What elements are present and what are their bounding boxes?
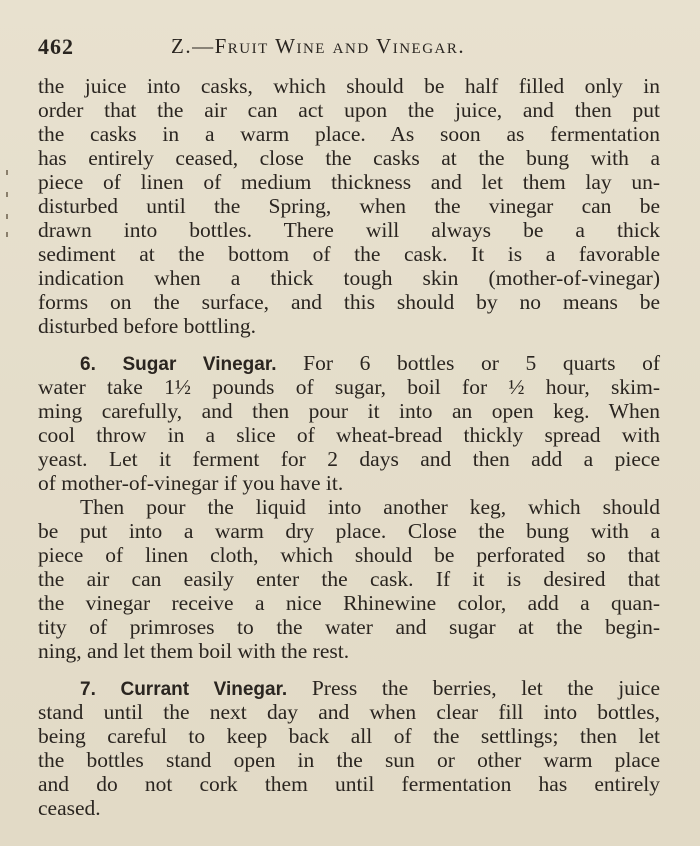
text-line: the juice into casks, which should be half filled only in (38, 74, 660, 98)
recipe-number: 7. (80, 679, 96, 700)
recipe-heading: Sugar Vinegar. (122, 354, 277, 375)
text-line: disturbed before bottling. (38, 314, 256, 338)
recipe-currant-vinegar (38, 676, 660, 820)
paragraph-sugar-vinegar-cont (38, 495, 660, 663)
recipe-first-line (38, 351, 660, 375)
text-line: tity of primroses to the water and sugar at the begin- (38, 615, 660, 639)
text-line: indication when a thick tough skin (mother-of-vinegar) (38, 266, 660, 290)
text-line: the vinegar receive a nice Rhinewine color, add a quan- (38, 591, 660, 615)
running-title: Z.—Fruit Wine and Vinegar. (171, 34, 466, 58)
text-line: has entirely ceased, close the casks at the bung with a (38, 146, 660, 170)
margin-specks (4, 170, 10, 240)
text-line: the bottles stand open in the sun or other warm place (38, 748, 660, 772)
text-fragment: For 6 bottles or 5 quarts of (303, 351, 661, 375)
text-line: yeast. Let it ferment for 2 days and then add a piece (38, 447, 660, 471)
text-line: the air can easily enter the cask. If it is desired that (38, 567, 660, 591)
paragraph-intro (38, 74, 660, 338)
page-number: 462 (38, 34, 74, 59)
text-line: stand until the next day and when clear fill into bottles, (38, 700, 660, 724)
recipe-heading: Currant Vinegar. (120, 679, 288, 700)
text-line: Then pour the liquid into another keg, which should (80, 495, 660, 519)
text-line: of mother-of-vinegar if you have it. (38, 471, 344, 495)
text-line: piece of linen of medium thickness and let them lay un- (38, 170, 660, 194)
text-fragment: Press the berries, let the juice (311, 676, 660, 700)
recipe-number: 6. (80, 354, 96, 375)
text-line: ning, and let them boil with the rest. (38, 639, 350, 663)
body-text (38, 74, 660, 820)
text-line: order that the air can act upon the juice, and then put (38, 98, 660, 122)
recipe-sugar-vinegar (38, 351, 660, 495)
text-line: and do not cork them until fermentation has entirely (38, 772, 660, 796)
text-line: piece of linen cloth, which should be perforated so that (38, 543, 660, 567)
text-line: ming carefully, and then pour it into an open keg. When (38, 399, 660, 423)
text-line: sediment at the bottom of the cask. It is a favorable (38, 242, 660, 266)
text-line: cool throw in a slice of wheat-bread thickly spread with (38, 423, 660, 447)
text-line: the casks in a warm place. As soon as fermentation (38, 122, 660, 146)
text-line: water take 1½ pounds of sugar, boil for ½ hour, skim- (38, 375, 660, 399)
text-line: disturbed until the Spring, when the vinegar can be (38, 194, 660, 218)
text-line: ceased. (38, 796, 101, 820)
recipe-first-line (38, 676, 660, 700)
text-line: being careful to keep back all of the settlings; then let (38, 724, 660, 748)
text-line: forms on the surface, and this should by no means be (38, 290, 660, 314)
page-header (38, 34, 660, 64)
text-line: be put into a warm dry place. Close the bung with a (38, 519, 660, 543)
text-line: drawn into bottles. There will always be a thick (38, 218, 660, 242)
